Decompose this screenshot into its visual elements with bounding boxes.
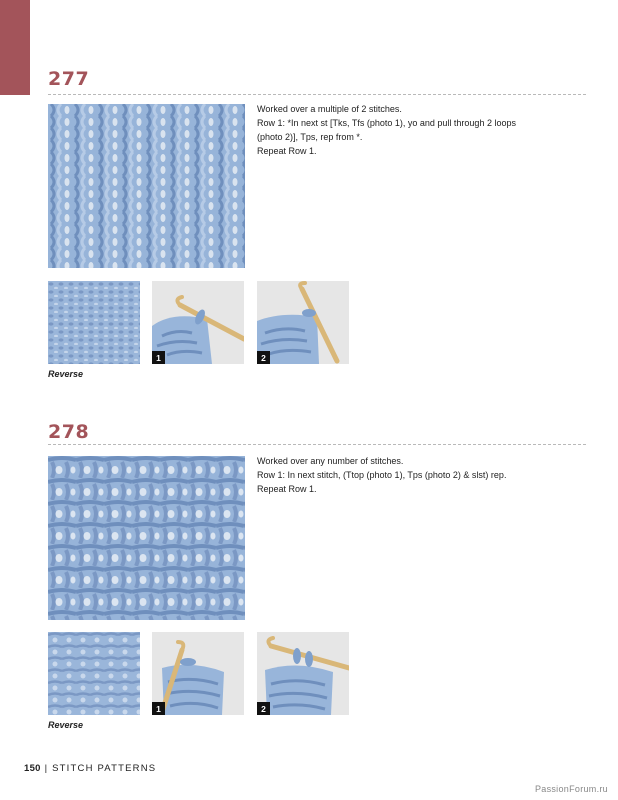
photo-number-badge: 2 — [257, 351, 270, 364]
instruction-line: Worked over a multiple of 2 stitches. — [257, 104, 402, 114]
photo-number-badge: 1 — [152, 351, 165, 364]
step-photo-2 — [257, 632, 349, 715]
step-photo-1 — [152, 632, 244, 715]
instruction-line: Repeat Row 1. — [257, 484, 317, 494]
page-number: 150 — [24, 763, 41, 774]
reverse-label: Reverse — [48, 369, 84, 379]
section-name: STITCH PATTERNS — [52, 763, 157, 774]
swatch-reverse-photo — [48, 281, 140, 364]
swatch-front-photo — [48, 104, 245, 268]
crochet-hook-icon — [257, 281, 349, 364]
crochet-hook-icon — [152, 632, 244, 715]
page-footer — [24, 763, 156, 774]
instruction-line: Worked over any number of stitches. — [257, 456, 404, 466]
step-photo-2 — [257, 281, 349, 364]
photo-number-badge: 1 — [152, 702, 165, 715]
corner-tab — [0, 0, 30, 95]
swatch-reverse-photo — [48, 632, 140, 715]
photo-number-badge: 2 — [257, 702, 270, 715]
watermark: PassionForum.ru — [534, 784, 608, 794]
swatch-front-photo — [48, 456, 245, 620]
reverse-label: Reverse — [48, 720, 84, 730]
step-photo-1 — [152, 281, 244, 364]
pattern-number-277: 277 — [48, 68, 90, 90]
section-divider — [48, 444, 586, 445]
crochet-hook-icon — [257, 632, 349, 715]
section-divider — [48, 94, 586, 95]
footer-separator: | — [44, 763, 49, 774]
pattern-number-278: 278 — [48, 421, 90, 443]
instructions-277 — [257, 103, 517, 159]
instruction-line: Row 1: In next stitch, (Ttop (photo 1), Tps (photo 2) & slst) rep. — [257, 470, 507, 480]
instruction-line: Row 1: *In next st [Tks, Tfs (photo 1), yo and pull through 2 loops (photo 2)], Tps, rep from *. — [257, 118, 516, 142]
instruction-line: Repeat Row 1. — [257, 145, 317, 156]
crochet-hook-icon — [152, 281, 244, 364]
instructions-278 — [257, 455, 517, 497]
